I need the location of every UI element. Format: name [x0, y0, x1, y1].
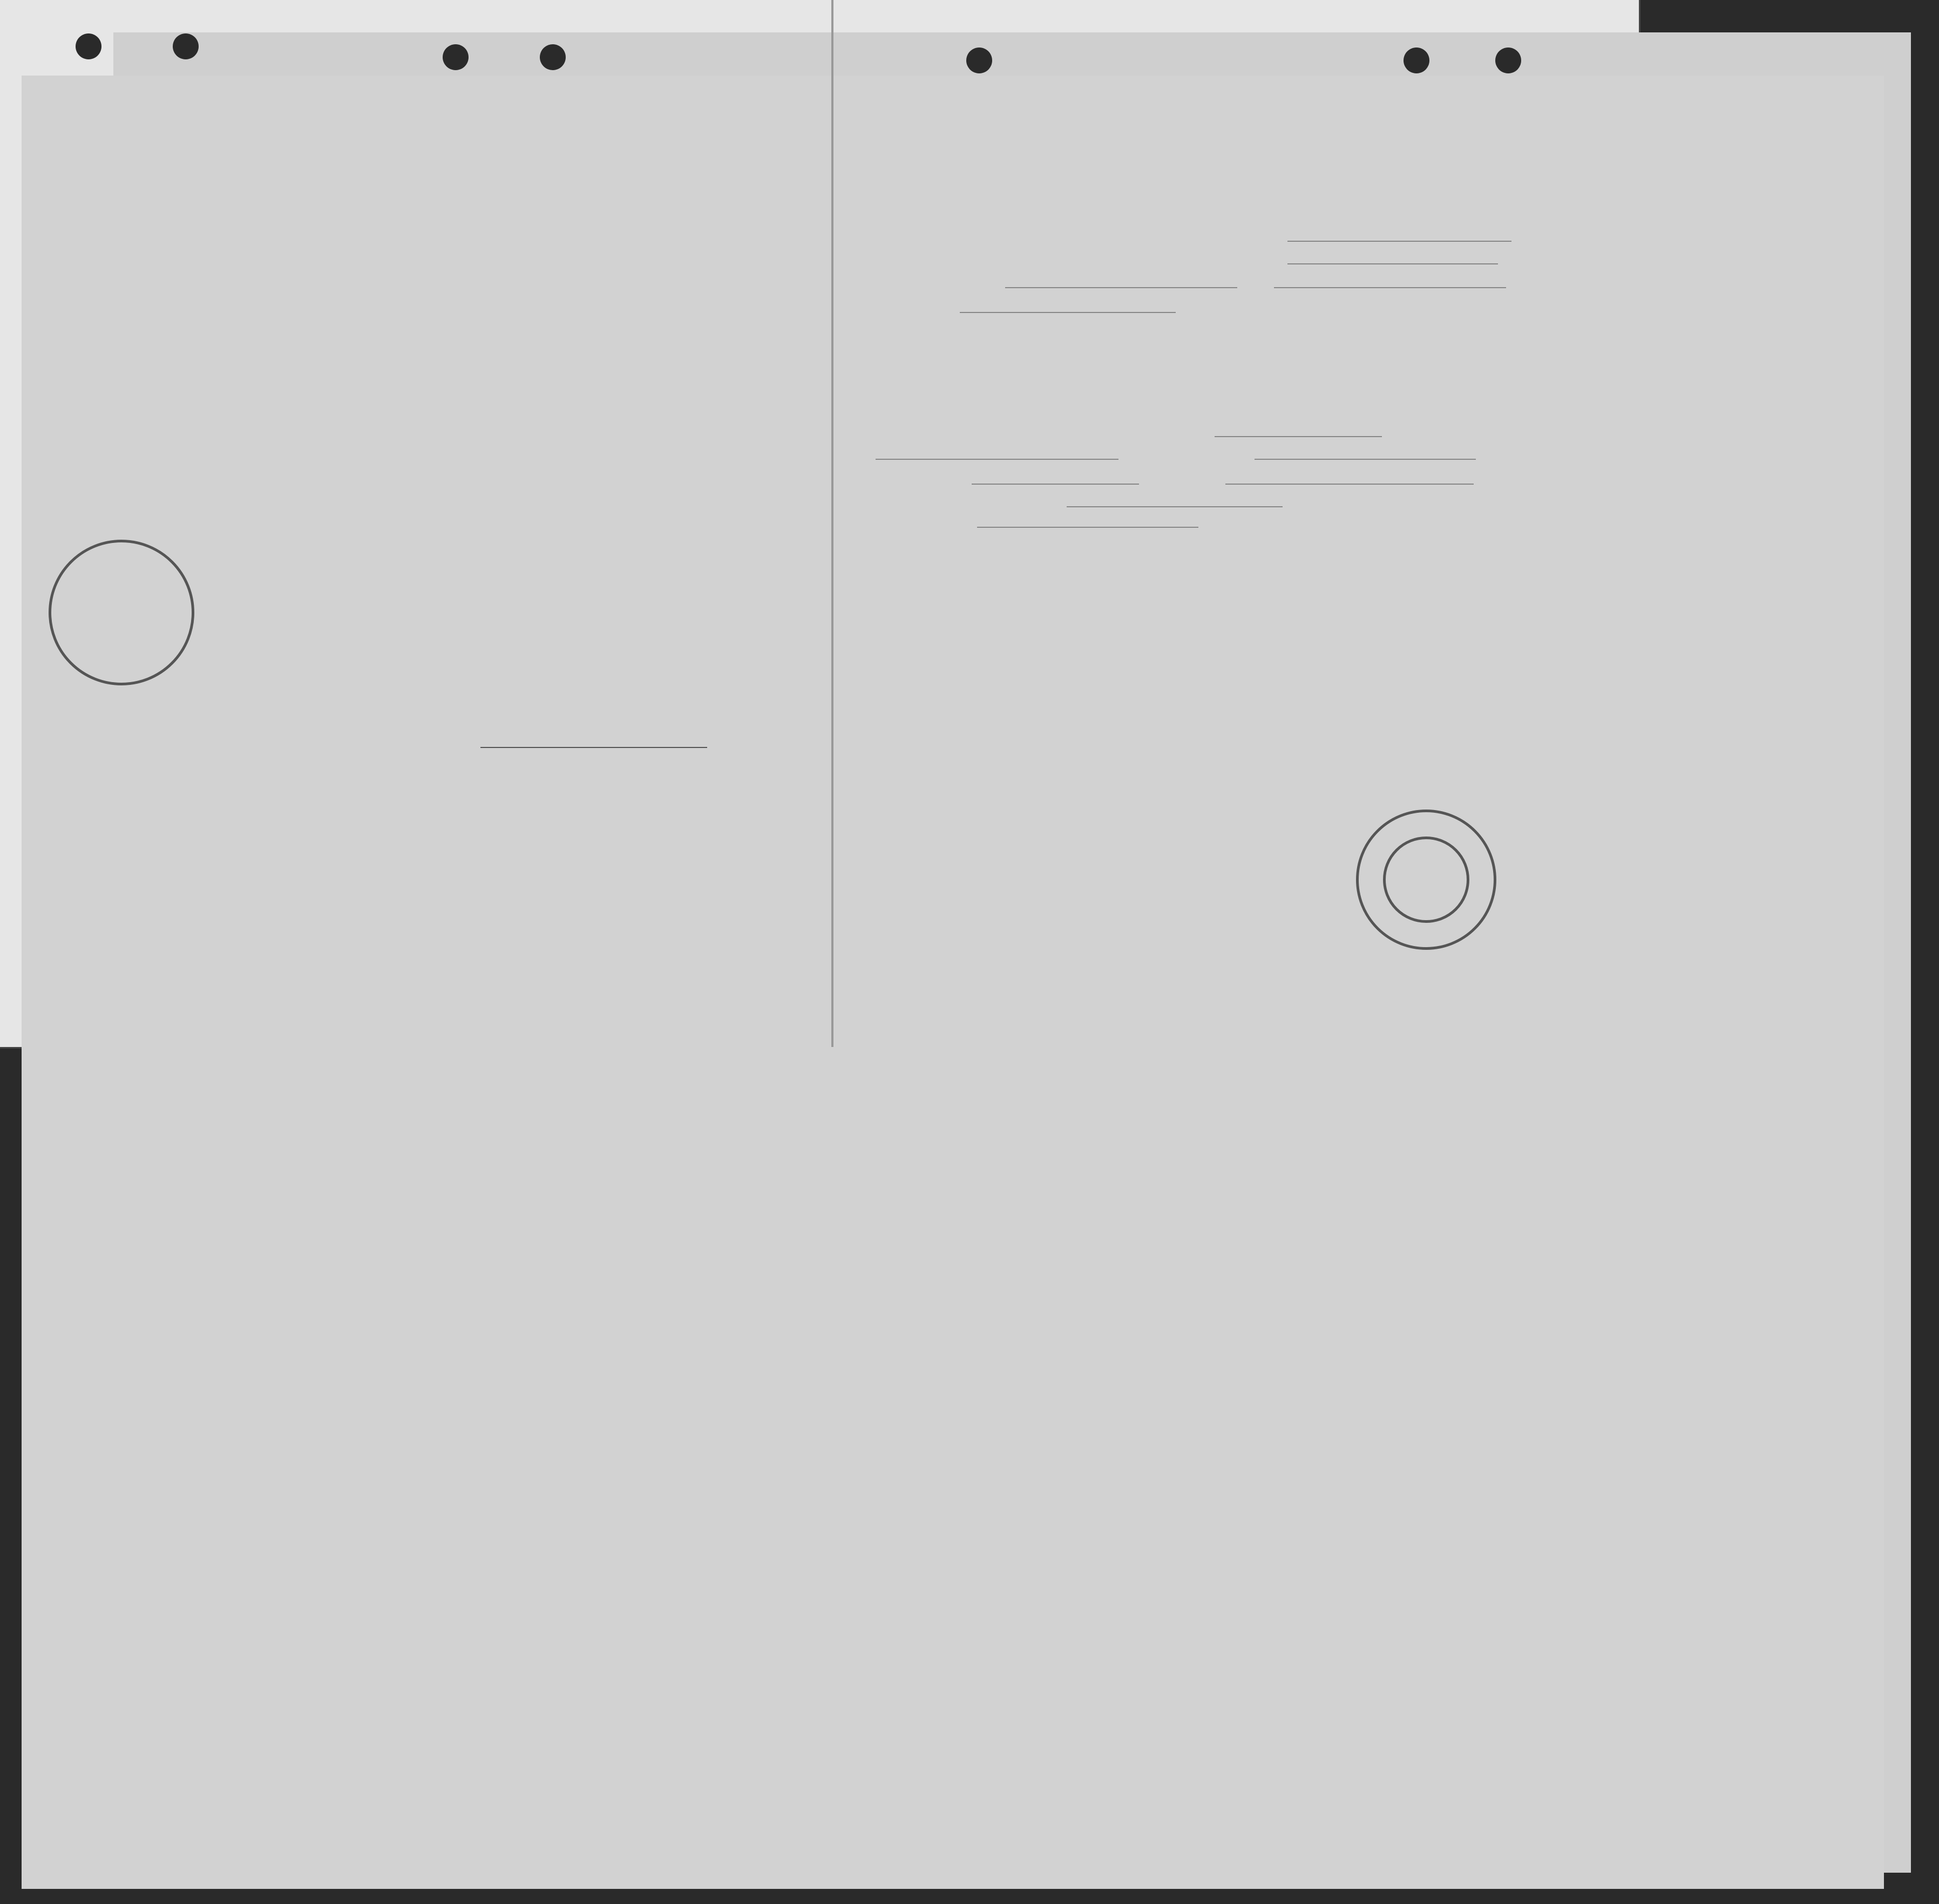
- voyage-line: [977, 527, 1198, 528]
- punch-hole: [1404, 47, 1429, 73]
- punch-hole: [966, 47, 992, 73]
- destination-line: [1225, 484, 1474, 485]
- nationality-line: [1005, 287, 1237, 288]
- punch-hole: [76, 33, 101, 59]
- manifest-grid: [205, 1112, 1587, 1857]
- arrived-line: [1215, 436, 1382, 437]
- from-port-line: [960, 312, 1176, 313]
- via-line: [1067, 506, 1283, 507]
- signed-on-grid: [70, 91, 794, 717]
- received-stamp-inner: [1383, 837, 1469, 923]
- pier-line: [1255, 459, 1476, 460]
- punch-hole: [173, 33, 199, 59]
- sail-date-line: [972, 484, 1139, 485]
- deserting-grid: [873, 599, 1597, 971]
- punch-hole: [1495, 47, 1521, 73]
- punch-hole: [443, 44, 469, 70]
- manifest-table: [205, 1112, 1587, 1857]
- signature-line: [480, 747, 707, 748]
- date-line: [1287, 263, 1498, 264]
- spread-fold: [831, 0, 833, 1047]
- port-line: [1287, 241, 1511, 242]
- punch-hole: [540, 44, 566, 70]
- ship-line: [1274, 287, 1506, 288]
- consignee-line: [876, 459, 1118, 460]
